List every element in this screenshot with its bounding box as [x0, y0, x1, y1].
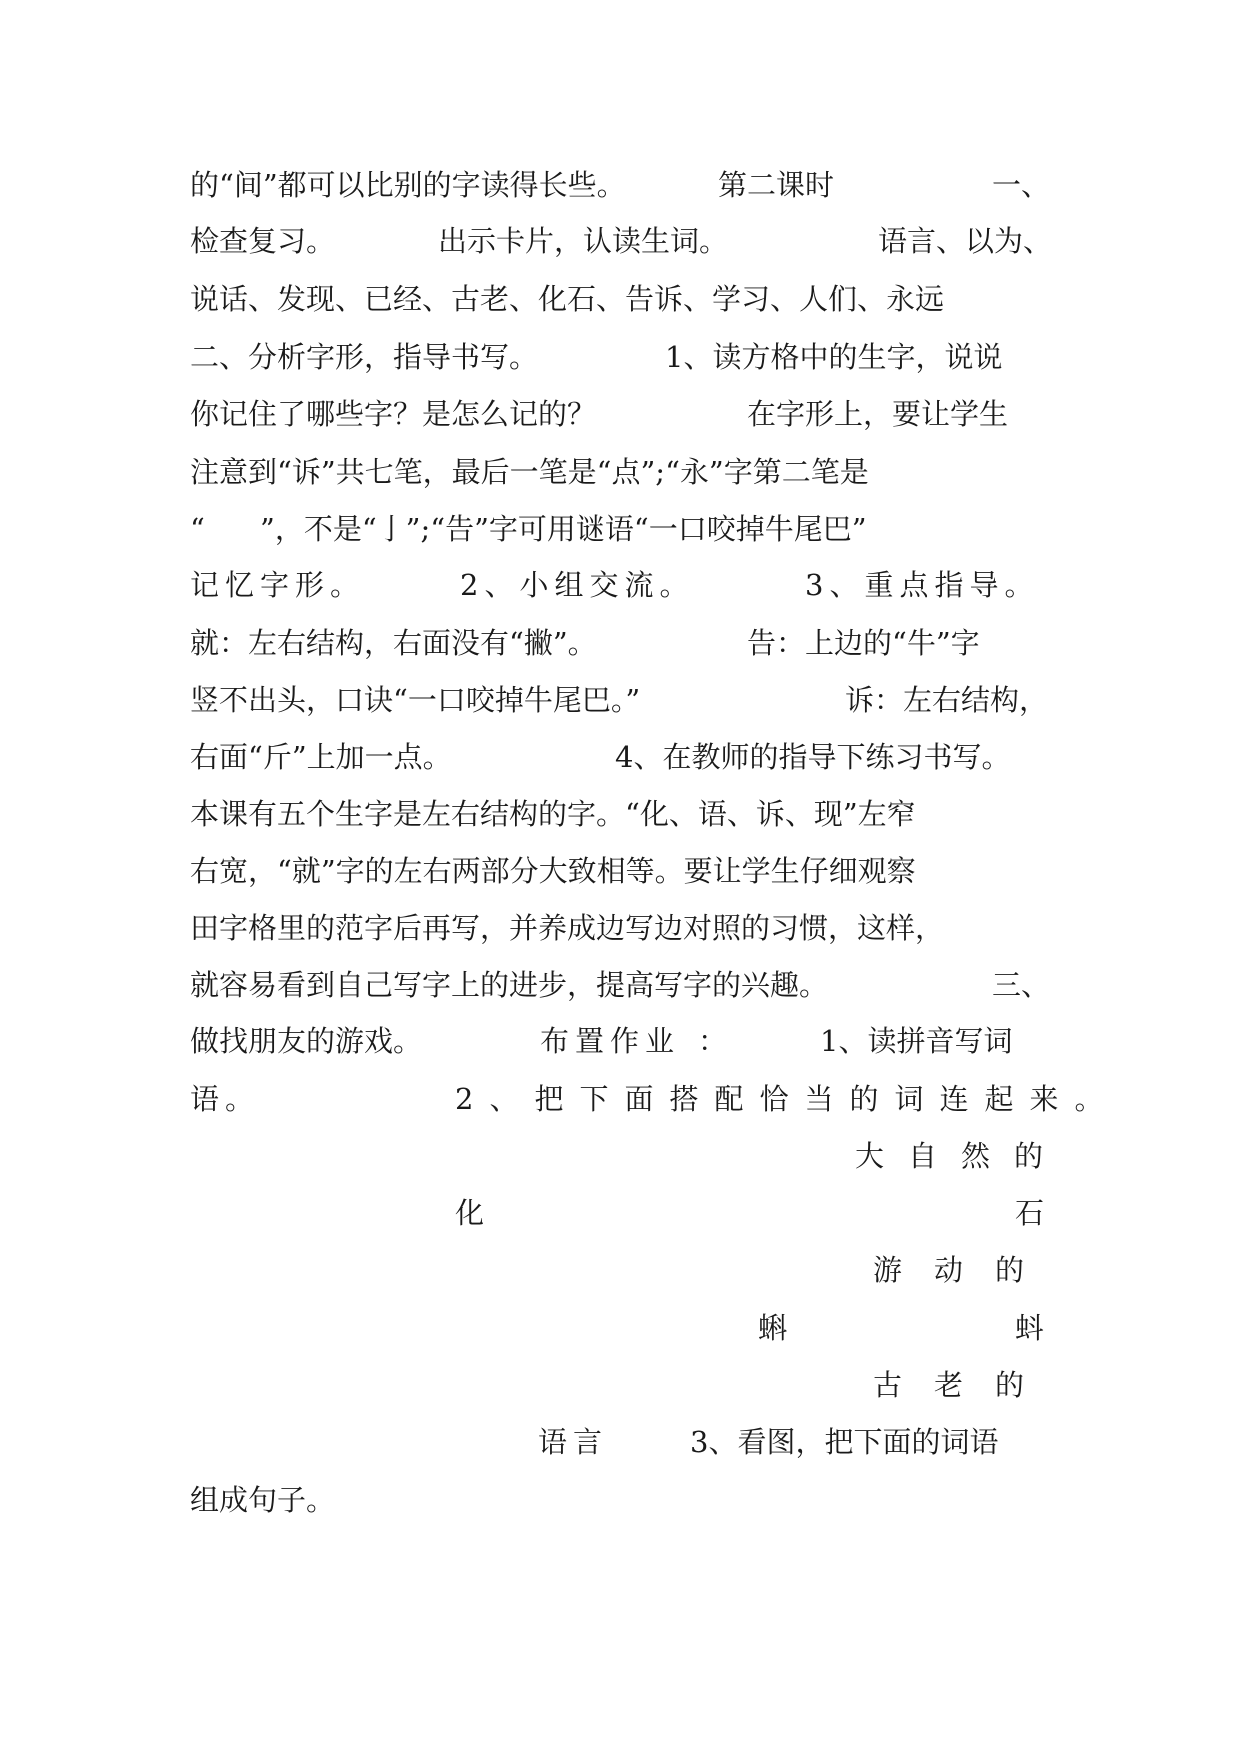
text-line	[190, 1191, 1050, 1235]
text-line	[190, 963, 1050, 1007]
text-segment: “	[190, 512, 205, 546]
text-segment: 组成句子。	[190, 1483, 336, 1517]
text-segment: 在字形上，要让学生	[747, 397, 1009, 431]
text-segment: 石	[1015, 1196, 1045, 1230]
text-segment: 说话、发现、已经、古老、化石、告诉、学习、人们、永远	[190, 282, 945, 316]
text-segment: 检查复习。	[190, 224, 336, 258]
text-segment: 右面“斤”上加一点。	[190, 740, 452, 774]
text-segment: 1、读方格中的生字，说说	[665, 340, 1003, 374]
text-line	[190, 792, 1050, 836]
text-segment: 语言	[538, 1425, 609, 1459]
text-segment: 的“间”都可以比别的字读得长些。	[190, 168, 626, 202]
text-segment: 告：上边的“牛”字	[747, 626, 980, 660]
text-segment: 3、重点指导。	[805, 568, 1040, 602]
text-segment: 第二课时	[718, 168, 835, 202]
text-segment: 蝌	[758, 1311, 788, 1345]
text-line	[190, 563, 1050, 607]
text-segment: 游动的	[873, 1253, 1057, 1287]
text-segment: 4、在教师的指导下练习书写。	[615, 740, 1011, 774]
text-segment: 本课有五个生字是左右结构的字。“化、语、诉、现”左窄	[190, 797, 916, 831]
text-line	[190, 219, 1053, 263]
text-line	[190, 621, 1050, 665]
text-segment: 蚪	[1015, 1311, 1045, 1345]
text-line	[190, 735, 1050, 779]
text-line	[190, 450, 1050, 494]
text-segment: 3、看图，把下面的词语	[690, 1425, 999, 1459]
text-line	[190, 906, 1050, 950]
text-segment: 就：左右结构，右面没有“撇”。	[190, 626, 597, 660]
text-line	[190, 1363, 1057, 1407]
text-segment: 一、	[992, 168, 1051, 202]
text-line	[190, 507, 1050, 551]
text-line	[190, 1134, 1068, 1178]
text-segment: 记忆字形。	[190, 568, 366, 602]
text-segment: 三、	[992, 968, 1051, 1002]
text-line	[190, 1077, 1120, 1121]
text-segment: 右宽，“就”字的左右两部分大致相等。要让学生仔细观察	[190, 854, 916, 888]
text-segment: 你记住了哪些字？是怎么记的？	[190, 397, 597, 431]
text-line	[190, 335, 1050, 379]
text-segment: ”，不是“亅”;“告”字可用谜语“一口咬掉牛尾巴”	[260, 512, 867, 546]
text-line	[190, 1420, 1050, 1464]
text-segment: 注意到“诉”共七笔，最后一笔是“点”;“永”字第二笔是	[190, 455, 869, 489]
text-segment: 语言、以为、	[878, 224, 1053, 258]
text-line	[190, 1019, 1050, 1063]
text-segment: 竖不出头，口诀“一口咬掉牛尾巴。”	[190, 683, 641, 717]
text-segment: 2、把下面搭配恰当的词连起来。	[455, 1082, 1120, 1116]
text-line	[190, 392, 1050, 436]
text-line	[190, 1306, 1050, 1350]
text-segment: 古老的	[873, 1368, 1057, 1402]
text-segment: ：	[698, 1024, 728, 1058]
text-line	[190, 163, 1050, 207]
text-segment: 就容易看到自己写字上的进步，提高写字的兴趣。	[190, 968, 829, 1002]
text-segment: 二、分析字形，指导书写。	[190, 340, 539, 374]
text-segment: 语。	[190, 1082, 261, 1116]
text-line	[190, 1248, 1057, 1292]
text-segment: 田字格里的范字后再写，并养成边写边对照的习惯，这样，	[190, 911, 945, 945]
text-segment: 出示卡片，认读生词。	[438, 224, 729, 258]
text-segment: 2、小组交流。	[460, 568, 695, 602]
text-line	[190, 849, 1050, 893]
text-segment: 1、读拼音写词	[820, 1024, 1013, 1058]
text-segment: 布置作业	[540, 1024, 681, 1058]
text-line	[190, 1478, 1050, 1522]
text-segment: 大自然的	[855, 1139, 1068, 1173]
text-segment: 诉：左右结构，	[845, 683, 1049, 717]
text-line	[190, 678, 1050, 722]
text-segment: 做找朋友的游戏。	[190, 1024, 423, 1058]
text-line	[190, 277, 1050, 321]
text-segment: 化	[455, 1196, 485, 1230]
